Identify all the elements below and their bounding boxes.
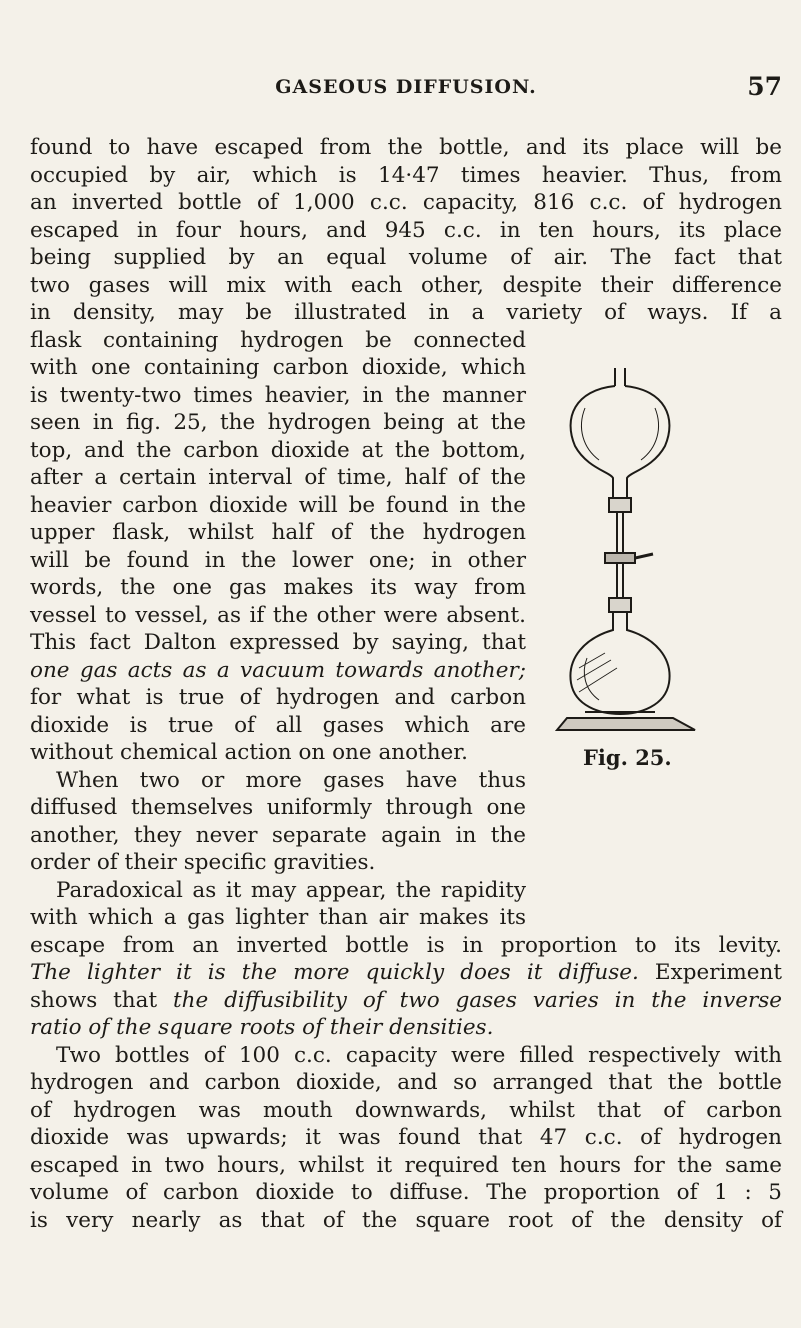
text-line: will be found in the lower one; in other (30, 547, 526, 573)
text-line: hydrogen and carbon dioxide, and so arranged that the bottle (30, 1070, 782, 1095)
text-span: shows that (30, 987, 174, 1013)
text-line: of hydrogen was mouth downwards, whilst that of carbon (30, 1097, 782, 1123)
text-line: escaped in four hours, and 945 c.c. in ten hours, its place (30, 217, 782, 243)
text-line (30, 657, 526, 685)
text-line: is very nearly as that of the square root of the density of (30, 1207, 782, 1233)
text-line: with one containing carbon dioxide, which (30, 355, 526, 380)
text-line: another, they never separate again in the (30, 822, 526, 848)
text-span: Experiment (638, 960, 782, 985)
text-line: vessel to vessel, as if the other were absent. (30, 602, 526, 628)
text-line: for what is true of hydrogen and carbon (30, 685, 526, 710)
text-line: volume of carbon dioxide to diffuse. The proportion of 1 : 5 (30, 1180, 782, 1205)
text-line: dioxide was upwards; it was found that 47 c.c. of hydrogen (30, 1125, 782, 1150)
text-line: an inverted bottle of 1,000 c.c. capacity, 816 c.c. of hydrogen (30, 190, 782, 215)
text-line: Paradoxical as it may appear, the rapidity (56, 877, 526, 903)
text-line: after a certain interval of time, half of the (30, 465, 526, 490)
text-line: escaped in two hours, whilst it required ten hours for the same (30, 1152, 782, 1178)
page-header (30, 72, 782, 106)
upper-stopper (609, 498, 631, 512)
text-line: diffused themselves uniformly through one (30, 795, 526, 820)
text-line (30, 1014, 782, 1042)
text-line: Two bottles of 100 c.c. capacity were filled respectively with (56, 1042, 782, 1068)
text-line: without chemical action on one another. (30, 740, 469, 765)
clamp (605, 553, 635, 563)
text-line: two gases will mix with each other, despite their difference (30, 272, 782, 298)
text-line: dioxide is true of all gases which are (30, 712, 526, 738)
text-line: seen in fig. 25, the hydrogen being at the (30, 410, 526, 435)
running-title: GASEOUS DIFFUSION. (275, 76, 537, 98)
text-line: is twenty-two times heavier, in the manner (30, 382, 526, 408)
italic-text: ratio of the square roots of their densities. (30, 1015, 494, 1040)
figure-caption: Fig. 25. (583, 745, 672, 770)
stand-base (557, 718, 695, 730)
text-line: with which a gas lighter than air makes its (30, 905, 526, 930)
text-line: words, the one gas makes its way from (30, 575, 526, 600)
text-line: occupied by air, which is 14·47 times heavier. Thus, from (30, 162, 782, 188)
text-line: heavier carbon dioxide will be found in the (30, 492, 526, 518)
text-line: flask containing hydrogen be connected (30, 327, 526, 353)
italic-text: one gas acts as a vacuum towards another; (30, 657, 526, 683)
italic-text: the diffusibility of two gases varies in the inverse (173, 987, 783, 1013)
text-line: escape from an inverted bottle is in proportion to its levity. (30, 932, 782, 958)
upper-flask-neck (615, 368, 625, 386)
text-line: order of their specific gravities. (30, 850, 376, 875)
lower-stopper (609, 598, 631, 612)
italic-text: The lighter it is the more quickly does it diffuse. (30, 960, 639, 985)
text-line: When two or more gases have thus (56, 767, 526, 793)
text-line (30, 987, 782, 1015)
text-line: being supplied by an equal volume of air. The fact that (30, 245, 782, 270)
page-number: 57 (747, 72, 782, 101)
text-line: in density, may be illustrated in a variety of ways. If a (30, 300, 782, 325)
text-line: found to have escaped from the bottle, and its place will be (30, 135, 782, 160)
text-line (30, 959, 782, 987)
flask-illustration (555, 368, 705, 740)
text-line: upper flask, whilst half of the hydrogen (30, 520, 526, 545)
text-line: This fact Dalton expressed by saying, that (30, 630, 526, 655)
text-line: top, and the carbon dioxide at the bottom, (30, 437, 526, 463)
